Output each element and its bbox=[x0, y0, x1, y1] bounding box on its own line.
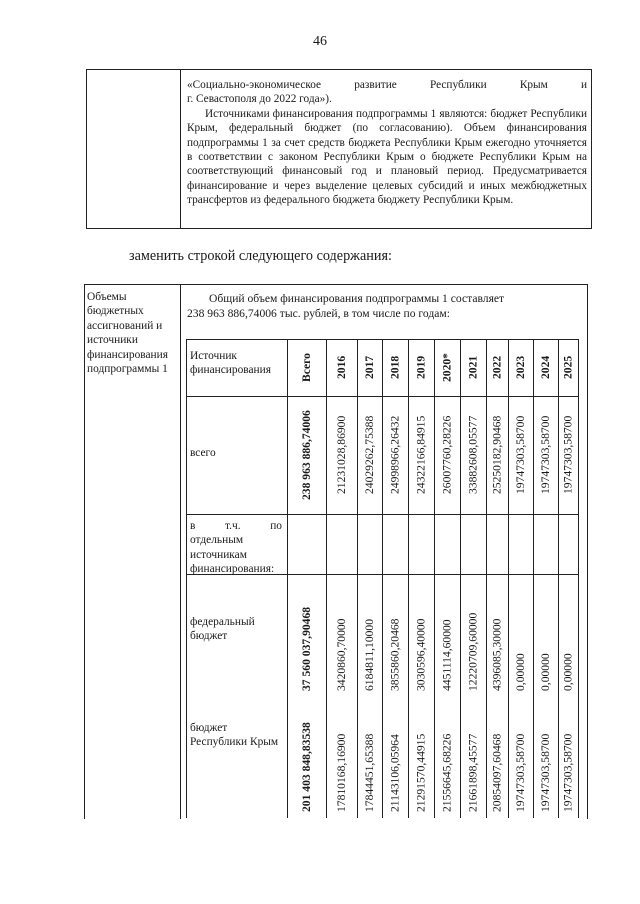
cell-value: 19747303,58700 bbox=[561, 733, 575, 812]
cell-value: 0,00000 bbox=[539, 653, 552, 691]
cell-value: 17810168,16900 bbox=[335, 733, 348, 812]
cell-value: 4396085,30000 bbox=[490, 618, 504, 691]
total-value: 201 403 848,83538 bbox=[300, 722, 313, 812]
cell-value: 33882608,05577 bbox=[466, 415, 480, 494]
cell-value: 3030596,40000 bbox=[414, 618, 428, 691]
table-border bbox=[486, 339, 487, 818]
header-year: 2024 bbox=[539, 355, 552, 379]
cell-value: 19747303,58700 bbox=[514, 733, 527, 812]
old-line1-word: «Социально-экономическое bbox=[187, 79, 322, 91]
row-label-sub: в т.ч. по отдельным источникам финансирования: bbox=[190, 520, 282, 576]
cell-value: 21556645,68226 bbox=[440, 733, 454, 812]
cell-value: 0,00000 bbox=[561, 653, 575, 691]
old-line1-word: Республики bbox=[429, 79, 487, 91]
cell-value: 4451114,60000 bbox=[440, 619, 454, 691]
table-border bbox=[578, 339, 579, 818]
cell-value: 26007760,28226 bbox=[440, 415, 454, 494]
header-year: 2018 bbox=[388, 355, 402, 379]
header-year: 2025 bbox=[561, 355, 575, 379]
old-paragraph: Источниками финансирования подпрограммы 1 являются: бюджет Республики Крым, федеральный бюджет (по согласованию). Объем финансирования подпрограммы 1 за счет средств бюджета Республики Крым ежегодно уточняется в соответствии с законом Республики Крым о бюджете Республики Крым на соответствующий финансовый год и плановый период. Предусматривается финансирование и через выделение целевых субсидий и иных межбюджетных трансфертов из федерального бюджета бюджету Республики Крым. bbox=[187, 107, 587, 207]
column-divider bbox=[180, 70, 181, 228]
old-line1-word: развитие bbox=[354, 79, 397, 91]
table-border bbox=[533, 339, 534, 818]
header-source: Источник финансирования bbox=[190, 350, 271, 377]
cell-value: 21231028,86900 bbox=[335, 415, 348, 494]
table-border bbox=[508, 339, 509, 818]
cell-value: 0,00000 bbox=[514, 653, 527, 691]
header-year: 2019 bbox=[414, 355, 428, 379]
old-content-table bbox=[86, 69, 592, 229]
intro-line2: 238 963 886,74006 тыс. рублей, в том числе по годам: bbox=[187, 306, 450, 320]
cell-value: 3855860,20468 bbox=[388, 618, 402, 691]
cell-value: 21661898,45577 bbox=[466, 733, 480, 812]
financing-intro bbox=[187, 292, 587, 321]
row-label-all: всего bbox=[190, 447, 216, 459]
header-year: 2016 bbox=[335, 355, 348, 379]
cell-value: 19747303,58700 bbox=[561, 415, 575, 494]
old-line1-word: и bbox=[580, 79, 587, 91]
cell-value: 20854097,60468 bbox=[490, 733, 504, 812]
page-number: 46 bbox=[313, 34, 327, 49]
table-border bbox=[558, 339, 559, 818]
table-border bbox=[382, 339, 383, 818]
total-value: 238 963 886,74006 bbox=[300, 410, 313, 500]
table-border bbox=[434, 339, 435, 818]
header-year: 2020* bbox=[440, 353, 454, 382]
cell-value: 19747303,58700 bbox=[514, 415, 527, 494]
table-border bbox=[357, 339, 358, 818]
table-border bbox=[326, 339, 327, 818]
cell-value: 17844451,65388 bbox=[363, 733, 376, 812]
header-year: 2022 bbox=[490, 355, 504, 379]
row-label-crimea: бюджет Республики Крым bbox=[190, 722, 279, 749]
row-label-federal: федеральный бюджет bbox=[190, 616, 255, 643]
cell-value: 19747303,58700 bbox=[539, 733, 552, 812]
cell-value: 6184811,10000 bbox=[363, 618, 376, 691]
cell-value: 25250182,90468 bbox=[490, 415, 504, 494]
table-border bbox=[186, 339, 187, 818]
cell-value: 24998966,26432 bbox=[388, 415, 402, 494]
row-label: Объемы бюджетных ассигнований и источники финансирования подпрограммы 1 bbox=[87, 291, 168, 376]
header-year: 2021 bbox=[466, 355, 480, 379]
total-value: 37 560 037,90468 bbox=[300, 606, 313, 691]
cell-value: 24029262,75388 bbox=[363, 415, 376, 494]
cell-value: 21143106,05964 bbox=[388, 734, 402, 812]
cell-value: 19747303,58700 bbox=[539, 415, 552, 494]
header-year: 2017 bbox=[363, 355, 376, 379]
header-year: 2023 bbox=[514, 355, 527, 379]
cell-value: 24322166,84915 bbox=[414, 415, 428, 494]
old-line1 bbox=[187, 78, 587, 92]
table-border bbox=[408, 339, 409, 818]
intro-line1: Общий объем финансирования подпрограммы 1 составляет bbox=[209, 292, 505, 305]
old-line1-word: Крым bbox=[519, 79, 548, 91]
financing-table bbox=[186, 339, 578, 818]
cell-value: 3420860,70000 bbox=[335, 618, 348, 691]
old-line2: г. Севастополя до 2022 года»). bbox=[187, 93, 332, 106]
cell-value: 21291570,44915 bbox=[414, 733, 428, 812]
column-divider bbox=[180, 285, 181, 819]
table-border bbox=[287, 339, 288, 818]
table-border bbox=[460, 339, 461, 818]
replace-note: заменить строкой следующего содержания: bbox=[129, 248, 392, 264]
cell-value: 12220709,60000 bbox=[466, 612, 480, 691]
old-content-text bbox=[187, 78, 587, 208]
header-total: Всего bbox=[300, 353, 313, 382]
